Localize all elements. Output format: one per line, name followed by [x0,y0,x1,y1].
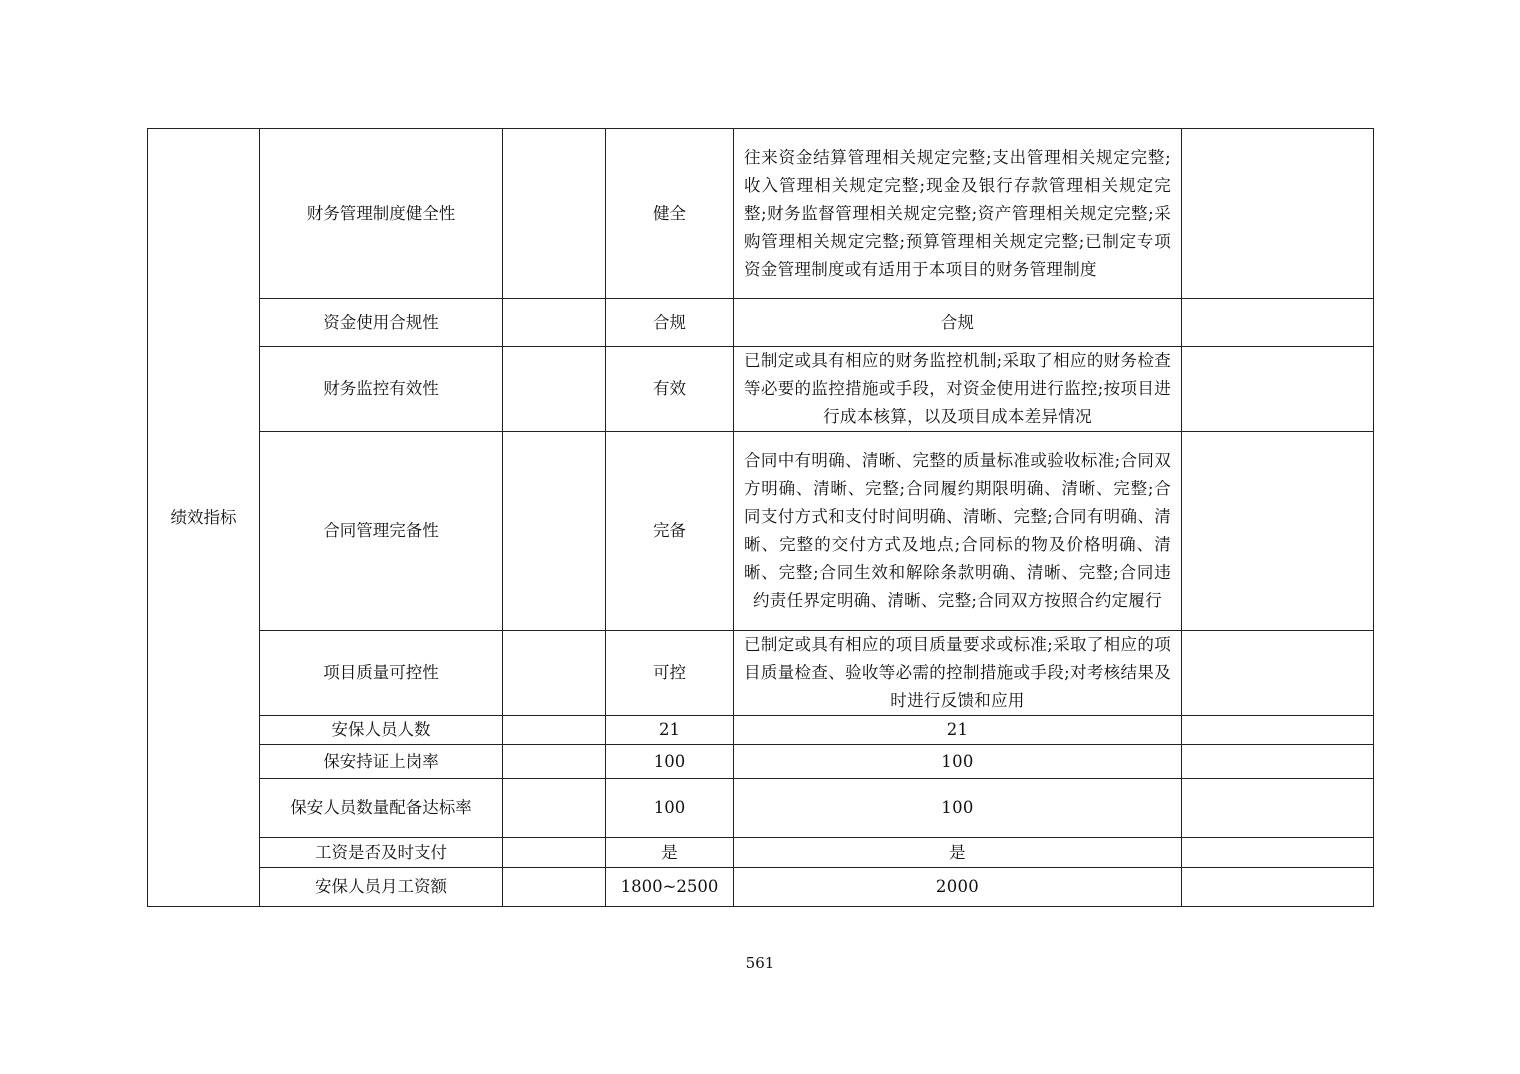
blank-cell [1182,716,1374,745]
standard-cell: 合规 [734,299,1182,347]
blank-cell [1182,299,1374,347]
indicator-cell: 安保人员月工资额 [260,868,503,907]
blank-cell [503,432,606,631]
table-row [148,745,1374,779]
blank-cell [1182,745,1374,779]
blank-cell [1182,129,1374,299]
blank-cell [503,716,606,745]
blank-cell [503,347,606,432]
target-value-cell: 健全 [606,129,734,299]
standard-cell: 21 [734,716,1182,745]
standard-cell: 已制定或具有相应的项目质量要求或标准;采取了相应的项目质量检查、验收等必需的控制措施或手段;对考核结果及时进行反馈和应用 [734,631,1182,716]
category-cell: 绩效指标 [148,129,260,907]
blank-cell [1182,347,1374,432]
blank-cell [503,838,606,868]
table-row [148,631,1374,716]
page-number: 561 [745,954,775,972]
table-row [148,129,1374,299]
blank-cell [1182,838,1374,868]
blank-cell [503,779,606,838]
target-value-cell: 合规 [606,299,734,347]
blank-cell [503,631,606,716]
standard-cell: 100 [734,745,1182,779]
table-row [148,716,1374,745]
blank-cell [503,745,606,779]
target-value-cell: 有效 [606,347,734,432]
blank-cell [1182,631,1374,716]
target-value-cell: 21 [606,716,734,745]
table-row [148,868,1374,907]
standard-cell: 是 [734,838,1182,868]
table-row [148,779,1374,838]
blank-cell [503,129,606,299]
table-row [148,299,1374,347]
target-value-cell: 100 [606,779,734,838]
target-value-cell: 可控 [606,631,734,716]
blank-cell [1182,432,1374,631]
standard-cell: 已制定或具有相应的财务监控机制;采取了相应的财务检查等必要的监控措施或手段，对资金使用进行监控;按项目进行成本核算，以及项目成本差异情况 [734,347,1182,432]
standard-cell: 往来资金结算管理相关规定完整;支出管理相关规定完整;收入管理相关规定完整;现金及银行存款管理相关规定完整;财务监督管理相关规定完整;资产管理相关规定完整;采购管理相关规定完整;预算管理相关规定完整;已制定专项资金管理制度或有适用于本项目的财务管理制度 [734,129,1182,299]
indicator-cell: 财务监控有效性 [260,347,503,432]
standard-cell: 2000 [734,868,1182,907]
indicator-cell: 财务管理制度健全性 [260,129,503,299]
standard-cell: 100 [734,779,1182,838]
target-value-cell: 完备 [606,432,734,631]
target-value-cell: 100 [606,745,734,779]
indicator-cell: 保安人员数量配备达标率 [260,779,503,838]
blank-cell [1182,868,1374,907]
indicator-cell: 合同管理完备性 [260,432,503,631]
table-row [148,347,1374,432]
indicator-cell: 安保人员人数 [260,716,503,745]
blank-cell [503,299,606,347]
performance-indicator-table [147,128,1374,907]
indicator-cell: 项目质量可控性 [260,631,503,716]
standard-cell: 合同中有明确、清晰、完整的质量标准或验收标准;合同双方明确、清晰、完整;合同履约期限明确、清晰、完整;合同支付方式和支付时间明确、清晰、完整;合同有明确、清晰、完整的交付方式及地点;合同标的物及价格明确、清晰、完整;合同生效和解除条款明确、清晰、完整;合同违约责任界定明确、清晰、完整;合同双方按照合约定履行 [734,432,1182,631]
target-value-cell: 是 [606,838,734,868]
indicator-cell: 资金使用合规性 [260,299,503,347]
indicator-cell: 保安持证上岗率 [260,745,503,779]
table-row [148,838,1374,868]
target-value-cell: 1800~2500 [606,868,734,907]
indicator-cell: 工资是否及时支付 [260,838,503,868]
blank-cell [1182,779,1374,838]
blank-cell [503,868,606,907]
table-row [148,432,1374,631]
